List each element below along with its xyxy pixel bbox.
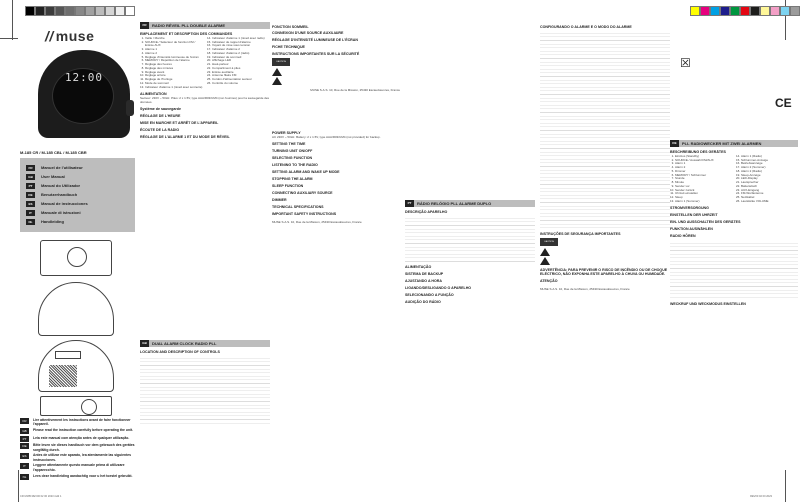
control-item: 10. Réglage arrière [145,74,203,78]
gray-swatch [95,6,105,16]
language-item [26,190,129,199]
control-item: 22. Batteriefach [741,185,798,189]
control-item: 15. Indicateur de rappel d'alarme [212,41,270,45]
fr-power-heading: ALIMENTATION [140,91,167,96]
language-label: Manual do Utilizador [41,183,81,188]
control-item: 7. Réglage des heures [145,63,203,67]
print-footer: CR M185 REV00 02 00 2023 indd 1 [20,494,62,498]
gb-location-heading: LOCATION AND DESCRIPTION OF CONTROLS [140,349,220,354]
fr-alarm-heading: RÉGLAGE DE L'ALARME 1 ET DU MODE DE RÉVEIL [140,135,230,140]
control-item: 4. Alarme 2 [145,52,203,56]
language-label: Manuale di istruzioni [41,210,81,215]
read-instruction-text: Lire attentivement les instructions avant de faire fonctionner l'appareil. [33,418,131,427]
flag-icon: DE [670,140,679,147]
gray-swatch [45,6,55,16]
control-item: 16. Voyant de mise sous tension [212,44,270,48]
ce-mark-icon: CE [775,96,792,110]
flag-icon: IT [20,463,29,469]
color-swatch [780,6,790,16]
crop-mark-bottom-left [18,470,19,502]
de-controls [670,155,798,204]
gb-alarm-heading: SETTING ALARM AND WAKE UP MODE [272,170,340,175]
read-instruction-text: Leggere attentamente questo manuale prima di utilizzare l'apparecchio. [33,463,125,472]
flag-icon: FR [26,165,35,171]
control-item: 18. Indicateur d'alarme 2 (radio) [212,52,270,56]
de-selecting-heading: FUNKTION AUSWÄHLEN [670,227,713,232]
fr-column-2 [272,22,400,93]
read-instruction-item [20,428,135,434]
pt-time-heading: AJUSTANDO A HORA [405,279,443,284]
pt-title: RÁDIO RELÓGIO PLL ALARME DUPLO [417,201,492,206]
diagram-back-view [38,340,114,392]
fr-controls [140,37,270,90]
pt-safety-heading: INSTRUÇÕES DE SEGURANÇA IMPORTANTES [540,232,621,237]
flag-icon: ES [26,201,35,207]
language-label: Manual de instrucciones [41,201,88,206]
gb-stop-heading: STOPPING THE ALARM [272,177,313,182]
flag-icon: GB [20,428,29,434]
language-item [26,199,129,208]
language-item [26,217,129,226]
fr-safety-heading: INSTRUCTIONS IMPORTANTES SUR LA SÉCURITÉ [272,52,360,57]
diagram-top-view [40,240,112,276]
pt-caution-label [540,238,670,246]
language-label: Manuel de l'utilisateur [41,165,83,170]
pt-location-heading: DESCRIÇÃO APARELHO [405,209,448,214]
read-instruction-item [20,474,135,480]
control-item: 9. Réglage avant [145,71,203,75]
language-item [26,181,129,190]
control-item: 13. Indicateur d'alarme 1 (réveil avec sonnerie) [145,86,203,90]
control-item: 10. Sender zurück [675,189,732,193]
control-item: 12. Sleep [675,196,732,200]
gb-safety-heading: IMPORTANT SAFETY INSTRUCTIONS [272,212,337,217]
flag-icon: GB [140,340,149,347]
read-instruction-item [20,418,135,427]
control-item: 17. Indicateur d'alarme 2 [212,48,270,52]
gb-title: DUAL ALARM CLOCK RADIO PLL [152,341,217,346]
fr-listen-heading: ÉCOUTE DE LA RADIO [140,128,180,133]
control-item: 8. Minute [675,181,732,185]
control-item: 25. Cordon d'alimentation secteur [212,78,270,82]
gb-time-heading: SETTING THE TIME [272,142,306,147]
diagram-side-view [40,396,112,416]
control-item: 21. Haut-parleur [212,63,270,67]
flag-icon: IT [26,210,35,216]
crop-mark-top-left [12,0,13,40]
gray-swatch [35,6,45,16]
fr-specs-heading: FICHE TECHNIQUE [272,45,305,50]
weee-bin-icon: ☒ [680,56,691,70]
gb-header [140,340,270,347]
battery-compartment [55,351,81,359]
print-footer-right: REV00 02 00 2023 [750,494,772,498]
color-swatch [760,6,770,16]
brand-logo: // muse [45,28,95,44]
gb-power-text: AC 230V ~ 50Hz. Battery: 2 x 1.5V, type AAA/R03/UM4 (not provided) for backup. [272,134,381,139]
fr-aux-heading: CONNEXION D'UNE SOURCE AUXILIAIRE [272,31,344,36]
read-instruction-item [20,436,135,442]
control-item: 25. Netzkabel [741,196,798,200]
de-onoff-heading: EIN- UND AUSSCHALTEN DES GERÄTES [670,220,741,225]
fr-location-heading: EMPLACEMENT ET DESCRIPTION DES COMMANDES [140,31,233,36]
de-column [670,140,798,308]
pt-attention: ATENÇÃO [540,279,558,284]
language-item [26,172,129,181]
control-item: 3. Alarme 1 [145,48,203,52]
gray-swatch [75,6,85,16]
flag-icon: DE [20,443,29,449]
gray-swatch [115,6,125,16]
de-title: PLL RADIOWECKER MIT ZWEI ALARMEN [682,141,762,146]
diagram-side-knob [81,399,97,415]
gb-dimmer-heading: DIMMER [272,198,287,203]
volume-knob [126,100,134,116]
pt-alarm-heading: CONFIGURANDO O ALARME E O MODO DO ALARME [540,24,632,29]
language-label: Handleiding [41,219,64,224]
exclamation-warning-icon [540,257,550,265]
gb-selecting-heading: SELECTING FUNCTION [272,156,313,161]
color-swatch [730,6,740,16]
flag-icon: PT [26,183,35,189]
flag-icon: NL [20,474,29,480]
control-item: 14. Indicateur d'alarme 1 (réveil avec radio) [212,37,270,41]
color-swatch [770,6,780,16]
color-swatch [740,6,750,16]
control-item: 23. AUX-Eingang [741,189,798,193]
flag-icon: ES [20,453,29,459]
gray-swatch [85,6,95,16]
control-item: 12. Mode de sommeil [145,82,203,86]
control-item: 22. Compartiment à piles [212,67,270,71]
control-item: 13. Alarm 1 (Summer) [675,200,732,204]
control-item: 18. Alarm 2 (Radio) [741,170,798,174]
pt-company: MUSE S.A.S. 10, Rue de la Mission, 25430 Escaudœuvres, France [540,286,630,291]
pt-listen-heading: AUDIÇÃO DO RÁDIO [405,300,441,305]
color-swatch [750,6,760,16]
gray-swatch [105,6,115,16]
control-item: 2. SOURCE / Sélecteur de fonction FM / Entrée AUX [145,41,203,49]
flag-icon: DE [26,192,35,198]
caution-box: CAUTION [540,238,558,246]
pt-controls-list [405,215,535,263]
color-swatch [790,6,800,16]
gray-swatch [55,6,65,16]
gb-column [140,340,270,425]
flag-icon: NL [26,219,35,225]
control-item: 6. MEMORY / Schlummer [675,174,732,178]
product-image [38,50,130,138]
read-instruction-text: Antes de utilizar este aparato, lea atentamente las siguientes instrucciones. [33,453,131,462]
fr-header [140,22,270,29]
fr-sleep-heading: FONCTION SOMMEIL [272,24,309,29]
speaker-grille [49,365,77,387]
control-item: 20. LED-Display [741,177,798,181]
pt-warning-heading: ADVERTÊNCIA: PARA PREVENIR O RISCO DE INCÊNDIO OU DE CHOQUE ELÉCTRICO, NÃO EXPONHA ESTE APARELHO À CHUVA OU HUMIDADE. [540,267,668,277]
pt-power-heading: ALIMENTAÇÃO [405,265,432,270]
pt-selecting-heading: SELECIONANDO A FUNÇÃO [405,293,454,298]
language-list [20,158,135,232]
caution-label [272,58,400,66]
read-instruction-text: Lees deze handleiding aandachtig voor u het toestel gebruikt. [33,473,133,478]
warning-triangle-row [272,68,400,76]
control-item: 5. Dimmer [675,170,732,174]
lightning-warning-icon [272,68,282,76]
gb-power-heading: POWER SUPPLY [272,130,301,135]
control-item: 17. Alarm 2 (Summer) [741,166,798,170]
read-instruction-text: Bitte lesen sie dieses handbuch vor dem gebrauch des gerätes sorgfältig durch. [33,443,135,452]
flag-icon: GB [26,174,35,180]
control-item: 26. Lautstärke VOLUME [741,200,798,204]
gb-sleep-heading: SLEEP FUNCTION [272,184,304,189]
flag-icon: FR [140,22,149,29]
control-item: 26. Contrôle du volume [212,82,270,86]
control-item: 7. Stunde [675,177,732,181]
model-number: M-185 CR / M-185 CBL / M-185 CBR [20,150,87,155]
control-item: 14. Alarm 1 (Radio) [741,155,798,159]
control-item: 21. Lautsprecher [741,181,798,185]
language-label: User Manual [41,174,65,179]
language-item [26,163,129,172]
control-item: 11. Uhrzeit einstellen [675,192,732,196]
de-controls-right [736,155,798,204]
language-label: Benutzerhandbuch [41,192,78,197]
pt-column [405,200,535,306]
diagram-dial [67,247,87,267]
control-item: 6. MEMORY / Répétition de l'alarme [145,59,203,63]
read-instruction-text: Leia este manual com atenção antes de qualquer utilização. [33,435,130,440]
color-swatch [690,6,700,16]
control-item: 1. Ein/Aus (Standby) [675,155,732,159]
fr-column [140,22,270,141]
crop-mark-bottom-right [785,470,786,502]
grayscale-strip [25,6,135,16]
control-item: 19. Indicateur de sommeil [212,56,270,60]
control-item: 15. Schlummer-Anzeige [741,159,798,163]
control-item: 8. Réglage des minutes [145,67,203,71]
pt-onoff-heading: LIGANDO/DESLIGANDO O APARELHO [405,286,472,291]
lightning-warning-icon [540,248,550,256]
color-strip [690,6,800,16]
fr-controls-right [207,37,270,86]
color-swatch [720,6,730,16]
control-item: 19. Sleep-Anzeige [741,174,798,178]
gray-swatch [125,6,135,16]
de-controls-left [670,155,732,204]
de-location-heading: BESCHREIBUNG DES GERÄTES [670,149,726,154]
fr-dim-heading: RÉGLAGE D'INTENSITÉ LUMINEUSE DE L'ÉCRAN [272,38,358,43]
control-item: 16. Betriebsanzeige [741,162,798,166]
flag-icon: PT [405,200,414,207]
exclamation-warning-icon [272,77,282,85]
color-swatch [700,6,710,16]
crop-mark-top-left-h [0,38,18,39]
pt-header [405,200,535,207]
control-item: 24. Antenne filaire FM [212,74,270,78]
fr-power-text: Secteur: 230V ~ 50Hz. Piles: 2 x 1.5V, type AAA/R03/UM4 (non fournies) pour la sauvegarde des données. [140,96,270,105]
diagram-front-view [38,282,114,336]
read-instruction-item [20,463,135,472]
read-instruction-item [20,453,135,462]
pt-body-text [540,30,670,230]
de-header [670,140,798,147]
de-alarm-heading: WECKRUF UND WECKMODUS EINSTELLEN [670,302,746,307]
control-item: 9. Sender vor [675,185,732,189]
language-item [26,208,129,217]
pt-backup-heading: SISTEMA DE BACKUP [405,272,444,277]
control-item: 2. SOURCE / Auswahl FM/AUX [675,159,732,163]
control-item: 20. Affichage LED [212,59,270,63]
read-instruction-text: Please read the instruction carefully before operating the unit. [33,428,134,433]
read-instructions-list [20,418,135,481]
gray-swatch [25,6,35,16]
caution-box: CAUTION [272,58,290,66]
gb-onoff-heading: TURNING UNIT ON/OFF [272,149,313,154]
de-power-heading: STROMVERSORGUNG [670,206,709,211]
fr-backup-heading: Système de sauvegarde [140,107,181,112]
warning-triangle-row [540,248,670,256]
control-item: 1. Veille / Marche [145,37,203,41]
control-item: 5. Réglage d'intensité lumineuse de l'écran [145,56,203,60]
warning-triangle-row [540,257,670,265]
gb-controls-list [140,355,270,425]
fr-onoff-heading: MISE EN MARCHE ET ARRÊT DE L'APPAREIL [140,121,219,126]
control-item: 4. Alarm 2 [675,166,732,170]
de-body-text [670,240,798,300]
fr-title: RADIO RÉVEIL PLL DOUBLE ALARME [152,23,226,28]
fr-company: MUSE S.A.S. 10, Rue de la Mission, 25430 Escaudœuvres, France [310,88,400,93]
gray-swatch [65,6,75,16]
pt-column-2 [540,22,670,292]
de-time-heading: EINSTELLEN DER UHRZEIT [670,213,718,218]
flag-icon: PT [20,436,29,442]
de-listen-heading: RADIO HÖREN [670,234,696,239]
clock-display: 12:00 [64,71,104,84]
control-item: 24. FM-Wurfantenne [741,192,798,196]
warning-triangle-row [272,77,400,85]
gb-specs-heading: TECHNICAL SPECIFICATIONS [272,205,324,210]
fr-time-heading: RÉGLAGE DE L'HEURE [140,114,181,119]
gb-column-2 [272,128,400,224]
gb-company: MUSE S.A.S. 10, Rue de la Mission, 25430 Escaudœuvres, France [272,219,362,224]
control-item: 3. Alarm 1 [675,162,732,166]
color-swatch [710,6,720,16]
flag-icon: FR [20,418,29,424]
read-instruction-item [20,443,135,452]
fr-controls-left [140,37,203,90]
gb-listen-heading: LISTENING TO THE RADIO [272,163,318,168]
control-item: 11. Réglage de l'horloge [145,78,203,82]
gb-aux-heading: CONNECTING AUXILIARY SOURCE [272,191,333,196]
control-item: 23. Entrée auxiliaire [212,71,270,75]
